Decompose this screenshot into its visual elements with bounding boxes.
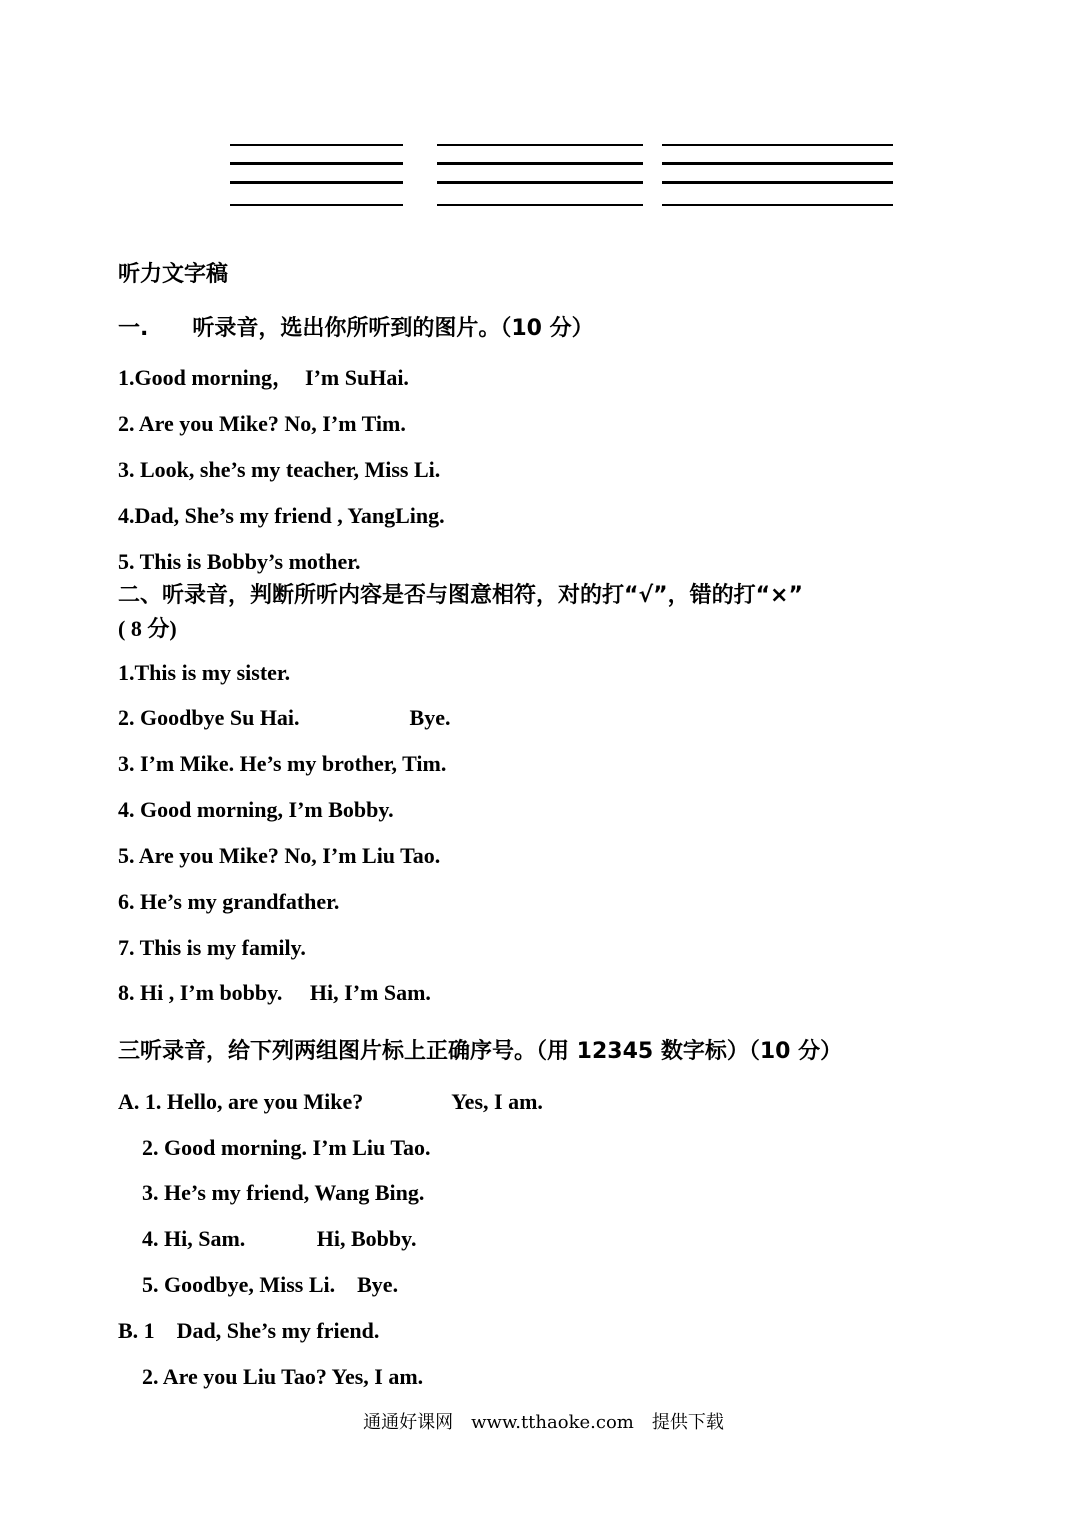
section-2-item: 3. I’m Mike. He’s my brother, Tim.: [118, 751, 447, 776]
section-3-group-a-item: 5. Goodbye, Miss Li. Bye.: [142, 1272, 399, 1297]
section-2-title: 二、听录音，判断所听内容是否与图意相符，对的打“√”，错的打“×”: [118, 583, 803, 608]
section-1-item: 5. This is Bobby’s mother.: [118, 549, 361, 574]
section-1-title: 一. 听录音，选出你所听到的图片。（10 分）: [118, 316, 594, 341]
section-1-item: 2. Are you Mike? No, I’m Tim.: [118, 411, 406, 436]
header-rules-left: [230, 140, 403, 210]
section-3-group-a-item: 2. Good morning. I’m Liu Tao.: [142, 1135, 431, 1160]
section-3-title: 三听录音，给下列两组图片标上正确序号。（用 12345 数字标）（10 分）: [118, 1039, 843, 1064]
section-2-item: 8. Hi , I’m bobby. Hi, I’m Sam.: [118, 980, 431, 1005]
section-1-item: 3. Look, she’s my teacher, Miss Li.: [118, 457, 441, 482]
section-2-score: ( 8 分): [118, 616, 177, 641]
section-2-item: 1.This is my sister.: [118, 660, 291, 685]
section-3-group-b-item: 2. Are you Liu Tao? Yes, I am.: [142, 1364, 424, 1389]
page-heading: 听力文字稿: [118, 262, 229, 287]
section-2-item: 4. Good morning, I’m Bobby.: [118, 797, 394, 822]
section-3-group-a-item: 4. Hi, Sam. Hi, Bobby.: [142, 1226, 417, 1251]
section-2-item: 5. Are you Mike? No, I’m Liu Tao.: [118, 843, 441, 868]
section-2-item: 6. He’s my grandfather.: [118, 889, 340, 914]
section-3-group-a-item: 3. He’s my friend, Wang Bing.: [142, 1180, 425, 1205]
section-1-item: 1.Good morning， I’m SuHai.: [118, 365, 409, 390]
section-3-group-b-item: B. 1 Dad, She’s my friend.: [118, 1318, 380, 1343]
header-rules-right: [662, 140, 893, 210]
section-2-item: 2. Goodbye Su Hai. Bye.: [118, 705, 451, 730]
section-3-group-a-item: A. 1. Hello, are you Mike? Yes, I am.: [118, 1089, 543, 1114]
page-footer: 通通好课网 www.tthaoke.com 提供下载: [363, 1412, 724, 1433]
header-rules-middle: [437, 140, 643, 210]
section-1-item: 4.Dad, She’s my friend , YangLing.: [118, 503, 445, 528]
section-2-item: 7. This is my family.: [118, 935, 306, 960]
